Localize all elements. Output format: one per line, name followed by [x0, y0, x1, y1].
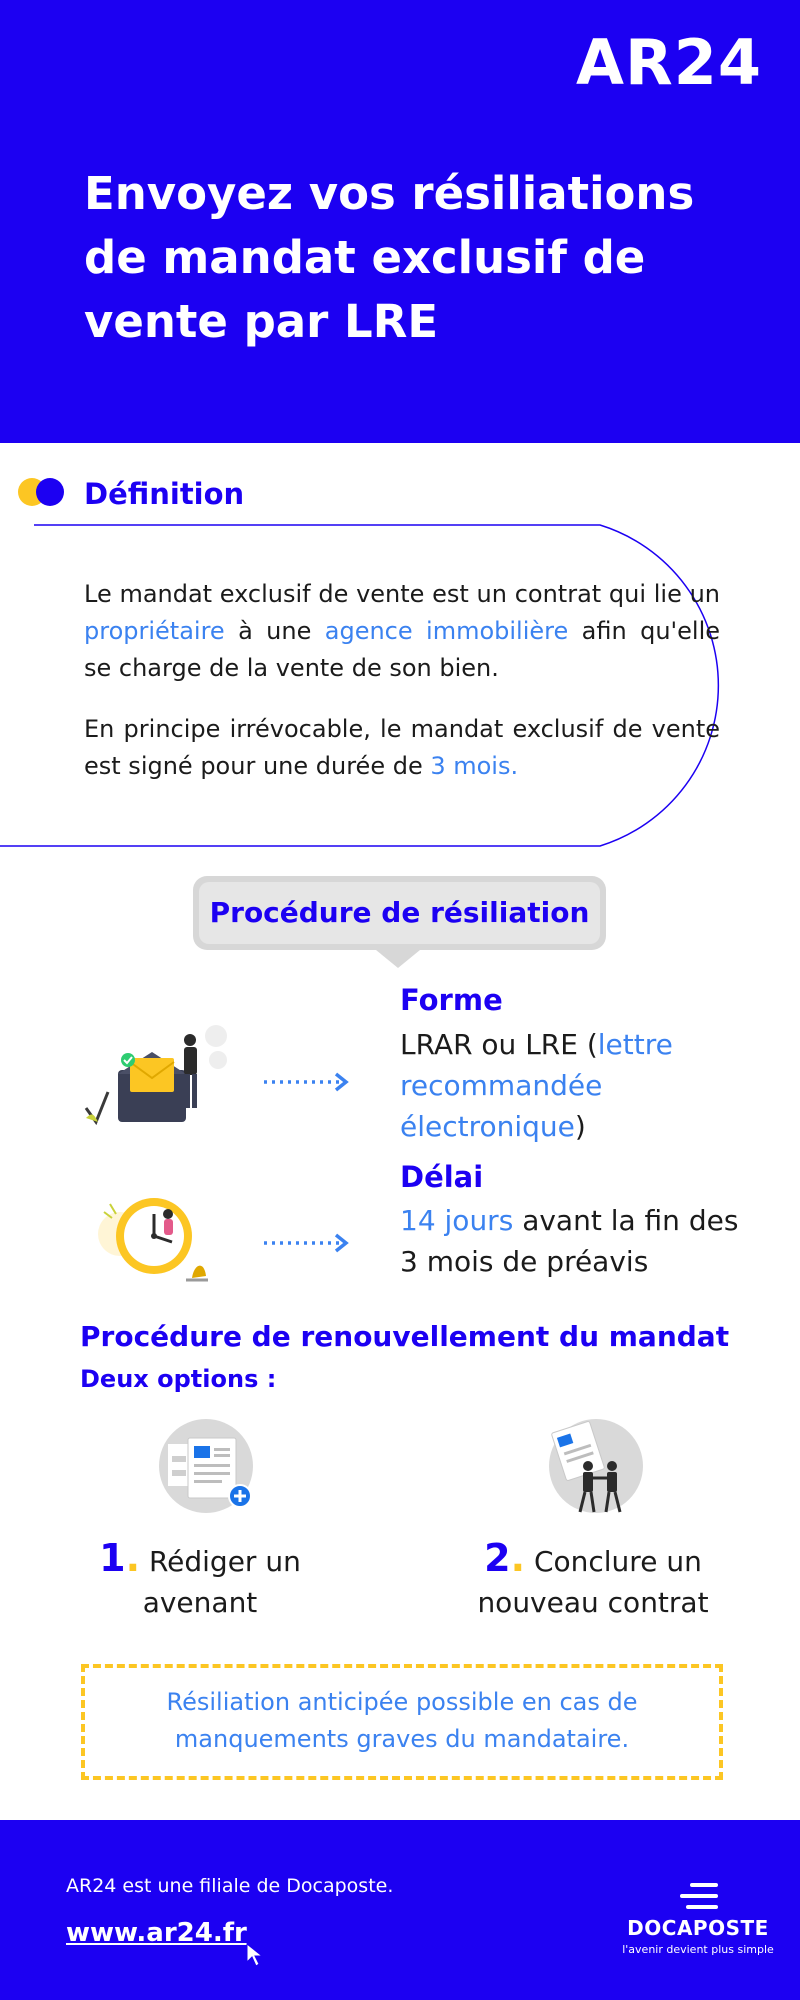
- option-2: 2. Conclure un nouveau contrat: [477, 1536, 709, 1619]
- option-text: Rédiger un avenant: [142, 1545, 301, 1619]
- forme-text: LRAR ou LRE (lettre recommandée électronique): [400, 1028, 673, 1143]
- option-text: Conclure un nouveau contrat: [477, 1545, 709, 1619]
- definition-paragraph: Le mandat exclusif de vente est un contrat qui lie un propriétaire à une agence immobilière afin qu'elle se charge de la vente de son bien.: [84, 580, 720, 682]
- definition-paragraph: En principe irrévocable, le mandat exclusif de vente est signé pour une durée de 3 mois.: [84, 715, 720, 780]
- option-number: 2: [484, 1536, 511, 1580]
- procedure-title: Procédure de résiliation: [209, 896, 590, 929]
- website-link[interactable]: www.ar24.fr: [66, 1918, 247, 1948]
- forme-label: Forme: [400, 983, 503, 1017]
- contract-handshake-icon: [548, 1418, 644, 1514]
- definition-heading: Définition: [84, 477, 245, 511]
- arrow-right-icon: [262, 1231, 354, 1255]
- renewal-subtitle: Deux options :: [80, 1365, 277, 1393]
- option-number: 1: [99, 1536, 126, 1580]
- page-title: Envoyez vos résiliations de mandat exclusif de vente par LRE: [84, 167, 695, 348]
- definition-text: [84, 576, 720, 809]
- section-dots-icon: [18, 476, 68, 508]
- docaposte-tagline: l'avenir devient plus simple: [622, 1943, 774, 1956]
- ar24-logo[interactable]: AR24: [575, 26, 762, 99]
- footer-note: AR24 est une filiale de Docaposte.: [66, 1875, 394, 1897]
- envelope-illustration-icon: [80, 1022, 230, 1132]
- notice-text: Résiliation anticipée possible en cas de manquements graves du mandataire.: [166, 1688, 638, 1753]
- document-add-icon: [158, 1418, 254, 1514]
- delai-label: Délai: [400, 1160, 484, 1194]
- cursor-arrow-icon: [244, 1942, 268, 1968]
- docaposte-logo-icon: [676, 1882, 722, 1912]
- clock-illustration-icon: [96, 1188, 216, 1284]
- delai-text: 14 jours avant la fin des 3 mois de préavis: [400, 1204, 739, 1278]
- bubble-tail: [376, 950, 420, 968]
- arrow-right-icon: [262, 1070, 354, 1094]
- renewal-title: Procédure de renouvellement du mandat: [80, 1320, 730, 1353]
- option-1: 1. Rédiger un avenant: [99, 1536, 301, 1619]
- docaposte-brand: DOCAPOSTE: [627, 1916, 769, 1940]
